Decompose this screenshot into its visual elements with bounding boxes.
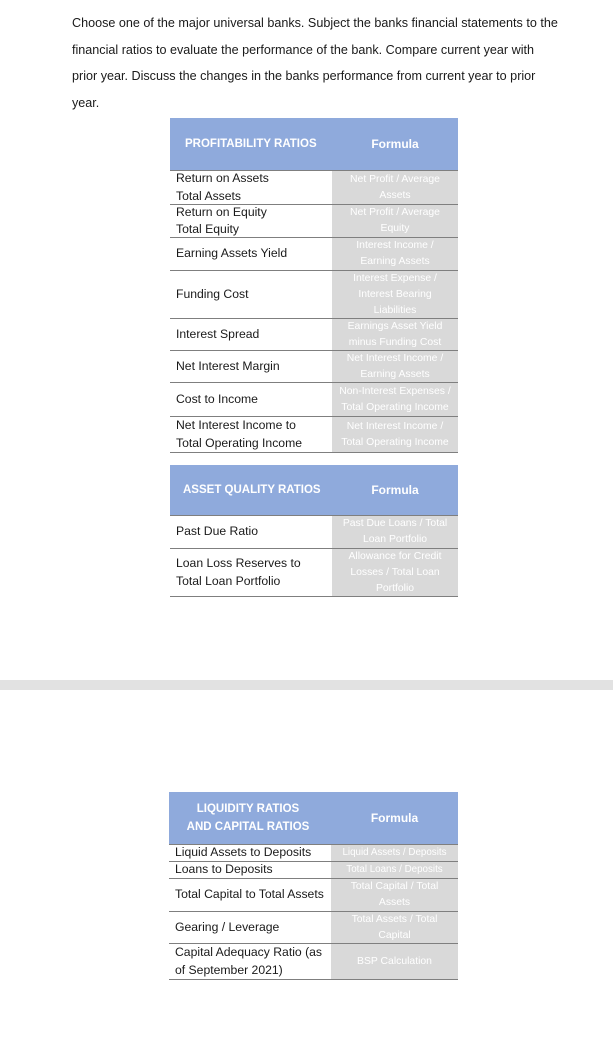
- ratio-row: [170, 351, 458, 383]
- ratio-formula: Total Capital / Total Assets: [331, 879, 458, 911]
- ratio-row: [169, 944, 458, 980]
- ratio-name-line: Liquid Assets to Deposits: [175, 845, 312, 860]
- asset-quality-header: ASSET QUALITY RATIOS: [170, 465, 332, 515]
- liquidity-header-row: [169, 792, 458, 844]
- asset-quality-formula-header: Formula: [332, 465, 458, 515]
- ratio-name: [170, 351, 332, 382]
- profitability-header-row: [170, 118, 458, 170]
- ratio-name-line: Interest Spread: [176, 326, 260, 341]
- ratio-name-line: Loan Loss Reserves to: [176, 556, 301, 570]
- ratio-name-line: Net Interest Margin: [176, 358, 280, 373]
- ratio-name-line: Total Equity: [176, 222, 240, 236]
- ratio-name-line: Earning Assets Yield: [176, 246, 288, 261]
- page-separator: [0, 680, 613, 690]
- ratio-name-line: Return on Equity: [176, 204, 267, 219]
- profitability-header: PROFITABILITY RATIOS: [170, 118, 332, 170]
- ratio-row: [170, 271, 458, 319]
- asset-quality-header-row: [170, 465, 458, 515]
- ratio-row: [170, 383, 458, 417]
- profitability-ratios-table: [170, 118, 458, 453]
- ratio-name-line: Total Capital to Total Assets: [175, 887, 324, 902]
- ratio-name-line: Return on Assets: [176, 171, 269, 185]
- ratio-formula: Non-Interest Expenses / Total Operating Income: [332, 383, 458, 416]
- ratio-row: [170, 516, 458, 549]
- ratio-name: [170, 319, 332, 350]
- ratio-formula: Net Profit / Average Equity: [332, 205, 458, 237]
- ratio-name: [169, 879, 331, 911]
- ratio-name-line: Net Interest Income to: [176, 418, 296, 432]
- ratio-name: [169, 862, 331, 878]
- ratio-formula: Net Profit / Average Assets: [332, 171, 458, 204]
- ratio-row: [169, 845, 458, 862]
- ratio-formula: Total Loans / Deposits: [331, 862, 458, 878]
- ratio-name: [170, 171, 332, 204]
- instructions-paragraph: Choose one of the major universal banks. Subject the banks financial statements to the financial ratios to evaluate the performance of the bank. Compare current year with prior year. Discuss the changes in the banks performance from current year to prior year.: [72, 16, 558, 110]
- ratio-formula: BSP Calculation: [331, 944, 458, 979]
- ratio-formula: Net Interest Income / Earning Assets: [332, 351, 458, 382]
- ratio-row: [170, 319, 458, 351]
- ratio-formula: Net Interest Income / Total Operating Income: [332, 417, 458, 452]
- ratio-formula: Interest Income / Earning Assets: [332, 238, 458, 270]
- ratio-name: [170, 271, 332, 318]
- ratio-name-line: Gearing / Leverage: [175, 919, 280, 934]
- ratio-name-line: Loans to Deposits: [175, 862, 273, 877]
- ratio-row: [169, 879, 458, 912]
- ratio-row: [170, 417, 458, 453]
- ratio-name-line: Capital Adequacy Ratio (as: [175, 945, 323, 959]
- liquidity-formula-header: Formula: [331, 792, 458, 844]
- ratio-name: [170, 238, 332, 270]
- ratio-name-line: Total Loan Portfolio: [176, 573, 281, 588]
- ratio-formula: Allowance for Credit Losses / Total Loan Portfolio: [332, 549, 458, 596]
- ratio-row: [169, 862, 458, 879]
- ratio-name: [169, 845, 331, 861]
- liquidity-capital-ratios-table: [169, 792, 458, 980]
- ratio-name-line: Cost to Income: [176, 391, 258, 406]
- liquidity-rows: [169, 844, 458, 980]
- ratio-formula: Total Assets / Total Capital: [331, 912, 458, 943]
- ratio-row: [170, 549, 458, 597]
- ratio-name-line: Funding Cost: [176, 286, 249, 301]
- ratio-formula: Interest Expense / Interest Bearing Liabilities: [332, 271, 458, 318]
- ratio-name: [170, 205, 332, 237]
- ratio-formula: Earnings Asset Yield minus Funding Cost: [332, 319, 458, 350]
- profitability-formula-header: Formula: [332, 118, 458, 170]
- ratio-name-line: Total Operating Income: [176, 435, 303, 450]
- ratio-name: [170, 516, 332, 548]
- ratio-name-line: Past Due Ratio: [176, 524, 258, 539]
- ratio-row: [170, 238, 458, 271]
- ratio-row: [170, 171, 458, 205]
- asset-quality-rows: [170, 515, 458, 597]
- asset-quality-ratios-table: [170, 465, 458, 597]
- ratio-name: [170, 383, 332, 416]
- ratio-row: [169, 912, 458, 944]
- ratio-name: [170, 417, 332, 452]
- ratio-name: [169, 912, 331, 943]
- liquidity-header: LIQUIDITY RATIOS AND CAPITAL RATIOS: [169, 792, 331, 844]
- ratio-name-line: of September 2021): [175, 962, 283, 977]
- ratio-name: [170, 549, 332, 596]
- ratio-formula: Past Due Loans / Total Loan Portfolio: [332, 516, 458, 548]
- ratio-name-line: Total Assets: [176, 188, 242, 203]
- profitability-rows: [170, 170, 458, 453]
- ratio-name: [169, 944, 331, 979]
- ratio-formula: Liquid Assets / Deposits: [331, 845, 458, 861]
- ratio-row: [170, 205, 458, 238]
